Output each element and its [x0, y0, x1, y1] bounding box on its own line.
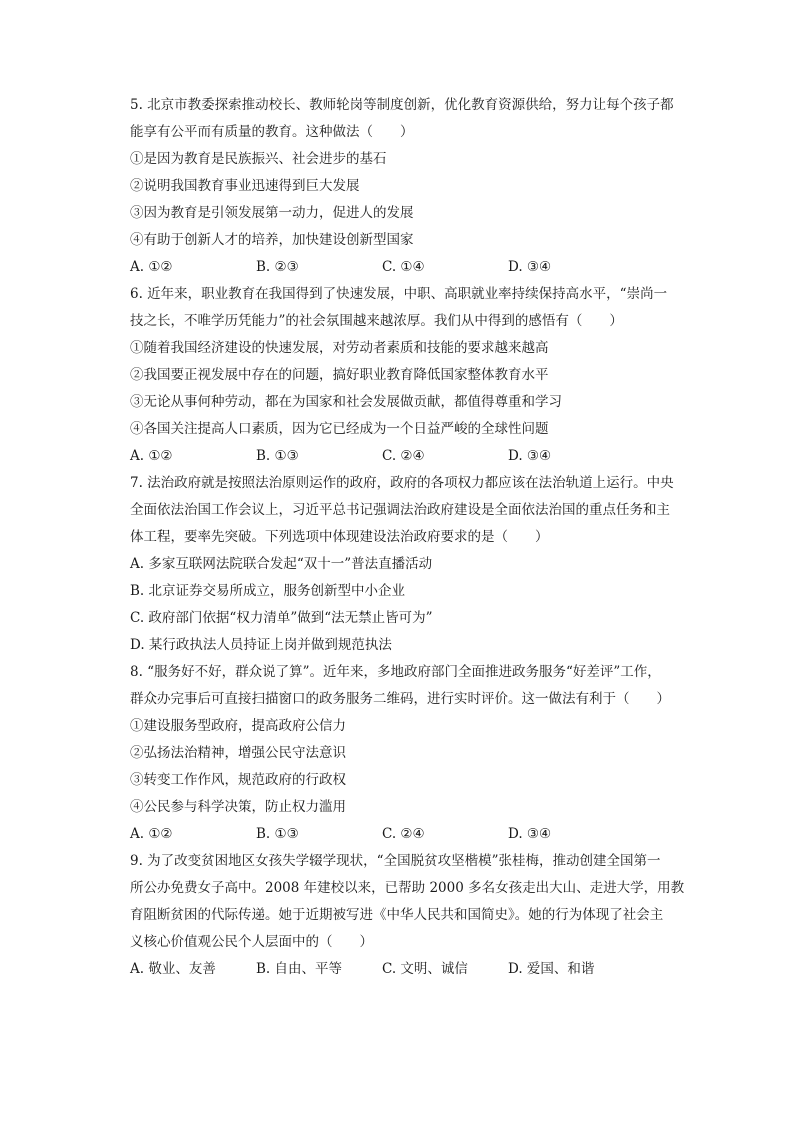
option-c[interactable]: C. ②④: [382, 448, 425, 464]
question-5: [130, 92, 674, 281]
statement: ④各国关注提高人口素质，因为它已经成为一个日益严峻的全球性问题: [130, 421, 549, 437]
option-d[interactable]: D. 爱国、和谐: [508, 961, 595, 977]
option-a[interactable]: A. ①②: [130, 448, 173, 464]
question-stem-line: 8. “服务好不好，群众说了算”。近年来，多地政府部门全面推进政务服务“好差评”工作，: [130, 664, 661, 680]
statement: ②弘扬法治精神，增强公民守法意识: [130, 745, 346, 761]
statement: ①随着我国经济建设的快速发展，对劳动者素质和技能的要求越来越高: [130, 340, 549, 356]
option-a[interactable]: A. 多家互联网法院联合发起“双十一”普法直播活动: [130, 556, 433, 572]
option-d[interactable]: D. ③④: [508, 826, 552, 842]
option-a[interactable]: A. ①②: [130, 826, 173, 842]
question-stem-line: 体工程，要率先突破。下列选项中体现建设法治政府要求的是（ ）: [130, 529, 549, 545]
question-stem-line: 义核心价值观公民个人层面中的（ ）: [130, 934, 373, 950]
question-7: [130, 470, 674, 659]
statement: ③因为教育是引领发展第一动力，促进人的发展: [130, 205, 414, 221]
answer-options: [130, 821, 670, 848]
question-stem-line: 全面依法治国工作会议上，习近平总书记强调法治政府建设是全面依法治国的重点任务和主: [130, 502, 670, 518]
question-stem-line: 9. 为了改变贫困地区女孩失学辍学现状，“全国脱贫攻坚楷模”张桂梅，推动创建全国第一: [130, 853, 661, 869]
answer-options: [130, 443, 670, 470]
option-d[interactable]: D. 某行政执法人员持证上岗并做到规范执法: [130, 637, 392, 653]
question-stem-line: 所公办免费女子高中。2008 年建校以来，已帮助 2000 多名女孩走出大山、走进大学，用教: [130, 880, 685, 896]
option-c[interactable]: C. 政府部门依据“权力清单”做到“法无禁止皆可为”: [130, 610, 433, 626]
option-c[interactable]: C. 文明、诚信: [382, 961, 468, 977]
question-stem-line: 群众办完事后可直接扫描窗口的政务服务二维码，进行实时评价。这一做法有利于（ ）: [130, 691, 670, 707]
statement: ②说明我国教育事业迅速得到巨大发展: [130, 178, 360, 194]
statement: ④公民参与科学决策，防止权力滥用: [130, 799, 346, 815]
option-c[interactable]: C. ①④: [382, 259, 425, 275]
question-stem-line: 7. 法治政府就是按照法治原则运作的政府，政府的各项权力都应该在法治轨道上运行。中央: [130, 475, 674, 491]
option-b[interactable]: B. ②③: [256, 259, 299, 275]
option-a[interactable]: A. ①②: [130, 259, 173, 275]
question-6: [130, 281, 670, 470]
option-a[interactable]: A. 敬业、友善: [130, 961, 216, 977]
exam-page: [130, 92, 685, 983]
statement: ②我国要正视发展中存在的问题，搞好职业教育降低国家整体教育水平: [130, 367, 549, 383]
option-b[interactable]: B. 自由、平等: [256, 961, 343, 977]
option-b[interactable]: B. ①③: [256, 448, 299, 464]
question-stem-line: 育阻断贫困的代际传递。她于近期被写进《中华人民共和国简史》。她的行为体现了社会主: [130, 907, 664, 923]
answer-options: [130, 254, 670, 281]
statement: ③无论从事何种劳动，都在为国家和社会发展做贡献，都值得尊重和学习: [130, 394, 562, 410]
answer-options: [130, 956, 670, 983]
question-stem-line: 技之长，不唯学历凭能力”的社会氛围越来越浓厚。我们从中得到的感悟有（ ）: [130, 313, 623, 329]
option-b[interactable]: B. ①③: [256, 826, 299, 842]
statement: ③转变工作作风，规范政府的行政权: [130, 772, 346, 788]
statement: ④有助于创新人才的培养，加快建设创新型国家: [130, 232, 414, 248]
question-stem-line: 6. 近年来，职业教育在我国得到了快速发展，中职、高职就业率持续保持高水平，“崇尚一: [130, 286, 668, 302]
option-d[interactable]: D. ③④: [508, 448, 552, 464]
option-b[interactable]: B. 北京证券交易所成立，服务创新型中小企业: [130, 583, 406, 599]
question-stem-line: 5. 北京市教委探索推动校长、教师轮岗等制度创新，优化教育资源供给，努力让每个孩子都: [130, 97, 674, 113]
question-9: [130, 848, 685, 983]
question-8: [130, 659, 670, 848]
option-c[interactable]: C. ②④: [382, 826, 425, 842]
question-stem-line: 能享有公平而有质量的教育。这种做法（ ）: [130, 124, 414, 140]
statement: ①建设服务型政府，提高政府公信力: [130, 718, 346, 734]
option-d[interactable]: D. ③④: [508, 259, 552, 275]
statement: ①是因为教育是民族振兴、社会进步的基石: [130, 151, 387, 167]
